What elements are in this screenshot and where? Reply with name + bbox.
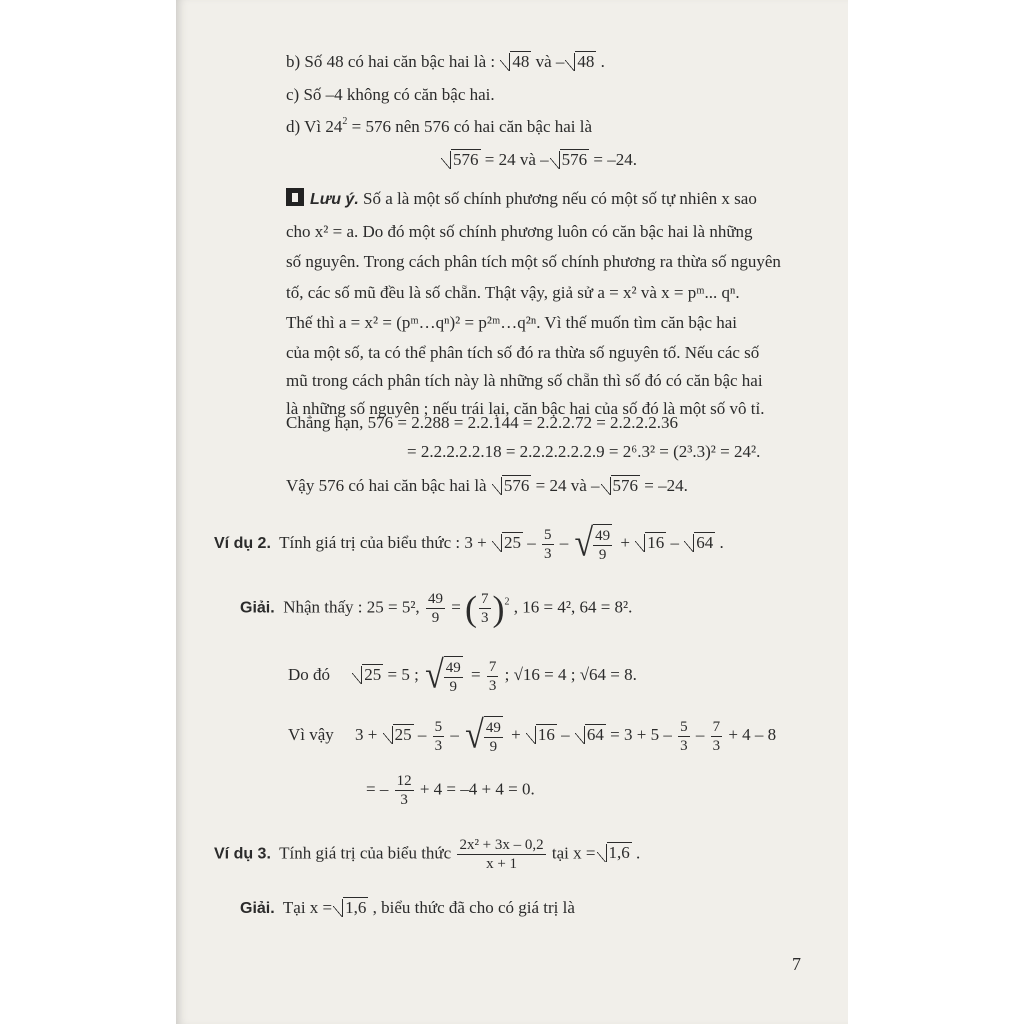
note-line-8: là những số nguyên ; nếu trái lại, căn bậc hai của số đó là một số vô tỉ. xyxy=(286,399,765,418)
ex3-at: tại x = xyxy=(551,843,596,863)
sqrt-16: 16 xyxy=(635,531,666,555)
line-d-exp: 2 xyxy=(342,116,348,127)
ex3-label: Ví dụ 3. xyxy=(214,845,271,863)
frac-7-3-d: $\frac{7}{3}$ xyxy=(712,718,721,754)
sqrt-576-neg: 576 xyxy=(550,148,590,172)
page-number: 7 xyxy=(792,954,801,974)
line-b-and: và – xyxy=(535,52,565,71)
note-line-5: Thế thì a = x² = (pᵐ…qⁿ)² = p²ᵐ…q²ⁿ. Vì thế muốn tìm căn bậc hai xyxy=(286,313,738,332)
ex2-final-line: = – $\frac{12}{3}$ + 4 = –4 + 4 = 0. xyxy=(366,773,535,808)
ex2-solve-line: Giải. Nhận thấy : 25 = 5², $\frac{49}{9}$ = ( $\frac{7}{3}$ )$^2$ , 16 = 4², 64 = 8². xyxy=(240,588,633,629)
note-line-2: cho x² = a. Do đó một số chính phương luôn có căn bậc hai là những xyxy=(286,222,753,241)
ex3-solve-label: Giải. xyxy=(240,900,275,917)
ex2-dodo: Do đó xyxy=(288,664,331,684)
note-icon xyxy=(286,188,304,206)
ex2-text: Tính giá trị của biểu thức : 3 + xyxy=(279,532,487,552)
ex2-solve-text2: , 16 = 4², 64 = 8². xyxy=(513,597,633,617)
ex3-solve-line xyxy=(240,896,575,921)
note-line-10: = 2.2.2.2.2.18 = 2.2.2.2.2.2.9 = 2⁶.3² = (2³.3)² = 24². xyxy=(407,442,761,461)
sqrt-16-c: 16 xyxy=(526,723,557,747)
ex3-solve-text2: , biểu thức đã cho có giá trị là xyxy=(372,898,575,917)
sqrt-49-9: √ $\frac{49}{9}$ xyxy=(574,522,611,565)
line-b: b) Số 48 có hai căn bậc hai là : 48 và – 48 . xyxy=(286,50,605,74)
ex3-line: Ví dụ 3. Tính giá trị của biểu thức $\frac{\text{2x² + 3x – 0,2}}{x + 1}$ tại x = 1,6 . xyxy=(214,837,641,872)
ex2-dodo-line: Do đó 25 = 5 ; √ $\frac{49}{9}$ = $\frac{7}{3}$ ; √16 = 4 ; √64 = 8. xyxy=(288,654,637,697)
sqrt-1-6-b: 1,6 xyxy=(333,896,368,920)
d-eq-and: = 24 và – xyxy=(484,150,549,169)
line-d-pre: d) Vì 24 xyxy=(286,117,343,136)
note-line-3: số nguyên. Trong cách phân tích một số chính phương ra thừa số nguyên xyxy=(286,252,781,271)
ex3-text: Tính giá trị của biểu thức xyxy=(279,843,452,863)
frac-5-3-d: $\frac{5}{3}$ xyxy=(680,718,688,754)
line-b-text: b) Số 48 có hai căn bậc hai là : xyxy=(286,52,496,71)
line-c: c) Số –4 không có căn bậc hai. xyxy=(286,85,495,104)
note-text-1: Số a là một số chính phương nếu có một số tự nhiên x sao xyxy=(363,189,757,208)
note-label: Lưu ý. xyxy=(310,191,359,208)
line-d xyxy=(286,115,592,139)
sqrt-25: 25 xyxy=(492,531,523,555)
frac-7-3-b: $\frac{7}{3}$ xyxy=(488,658,497,694)
note-l11-pre: Vậy 576 có hai căn bậc hai là xyxy=(286,476,487,495)
note-line-7: mũ trong cách phân tích này là những số chẵn thì số đó có căn bậc hai xyxy=(286,371,763,390)
note-l11-mid: = 24 và – xyxy=(535,476,600,495)
sqrt-576-b: 576 xyxy=(492,474,532,498)
frac-7-3: $\frac{7}{3}$ xyxy=(481,591,489,626)
d-eq-result: = –24. xyxy=(593,150,637,169)
sqrt-49-9-c: √ $\frac{49}{9}$ xyxy=(465,714,501,757)
sqrt-1-6: 1,6 xyxy=(597,841,632,865)
sqrt-49-9-b: √ $\frac{49}{9}$ xyxy=(425,654,461,697)
note-l11-end: = –24. xyxy=(644,476,688,495)
sqrt-576-b-neg: 576 xyxy=(601,474,641,498)
sqrt-64-c: 64 xyxy=(575,723,606,747)
sqrt-25-b: 25 xyxy=(352,663,383,687)
frac-5-3-c: $\frac{5}{3}$ xyxy=(434,718,443,754)
ex2-line: Ví dụ 2. Tính giá trị của biểu thức : 3 + 25 – $\frac{5}{3}$ – √ $\frac{49}{9}$ + 16 – 64 . xyxy=(214,522,724,565)
ex2-vivay-line: Vì vậy 3 + 25 – $\frac{5}{3}$ – √ $\frac{49}{9}$ + 16 – 64 = 3 + 5 – $\frac{5}{3}$ – $\frac{7}{3}$ + 4 – 8 xyxy=(288,714,777,757)
frac-12-3: $\frac{12}{3}$ xyxy=(396,773,412,808)
note-line-6: của một số, ta có thể phân tích số đó ra thừa số nguyên tố. Nếu các số xyxy=(286,343,760,362)
sqrt-48-neg: 48 xyxy=(565,50,596,74)
note-line-1 xyxy=(286,187,757,212)
ex2-label: Ví dụ 2. xyxy=(214,534,271,552)
ex3-solve-text: Tại x = xyxy=(282,898,333,917)
note-line-11 xyxy=(286,474,688,498)
frac-49-9: $\frac{49}{9}$ xyxy=(427,591,443,626)
ex2-vivay: Vì vậy xyxy=(288,724,334,744)
note-line-9: Chẳng hạn, 576 = 2.288 = 2.2.144 = 2.2.2.72 = 2.2.2.2.36 xyxy=(286,413,679,432)
ex2-solve-text: Nhận thấy : 25 = 5², xyxy=(283,597,420,617)
ex2-solve-label: Giải. xyxy=(240,599,275,617)
line-d-post: = 576 nên 576 có hai căn bậc hai là xyxy=(351,117,593,136)
sqrt-64: 64 xyxy=(684,531,715,555)
sqrt-48: 48 xyxy=(500,50,531,74)
line-d-equation xyxy=(440,148,637,172)
sqrt-576: 576 xyxy=(441,148,481,172)
sqrt-25-c: 25 xyxy=(383,723,414,747)
note-line-4: tố, các số mũ đều là số chẵn. Thật vậy, giả sử a = x² và x = pᵐ... qⁿ. xyxy=(286,283,740,302)
frac-5-3: $\frac{5}{3}$ xyxy=(544,526,552,562)
ex3-fraction: $\frac{\text{2x² + 3x – 0,2}}{x + 1}$ xyxy=(459,837,544,872)
ex2-dodo-expr2: ; √16 = 4 ; √64 = 8. xyxy=(504,664,637,684)
ex2-dodo-expr: = 5 ; xyxy=(387,664,419,684)
ex2-final: + 4 = –4 + 4 = 0. xyxy=(419,779,535,799)
